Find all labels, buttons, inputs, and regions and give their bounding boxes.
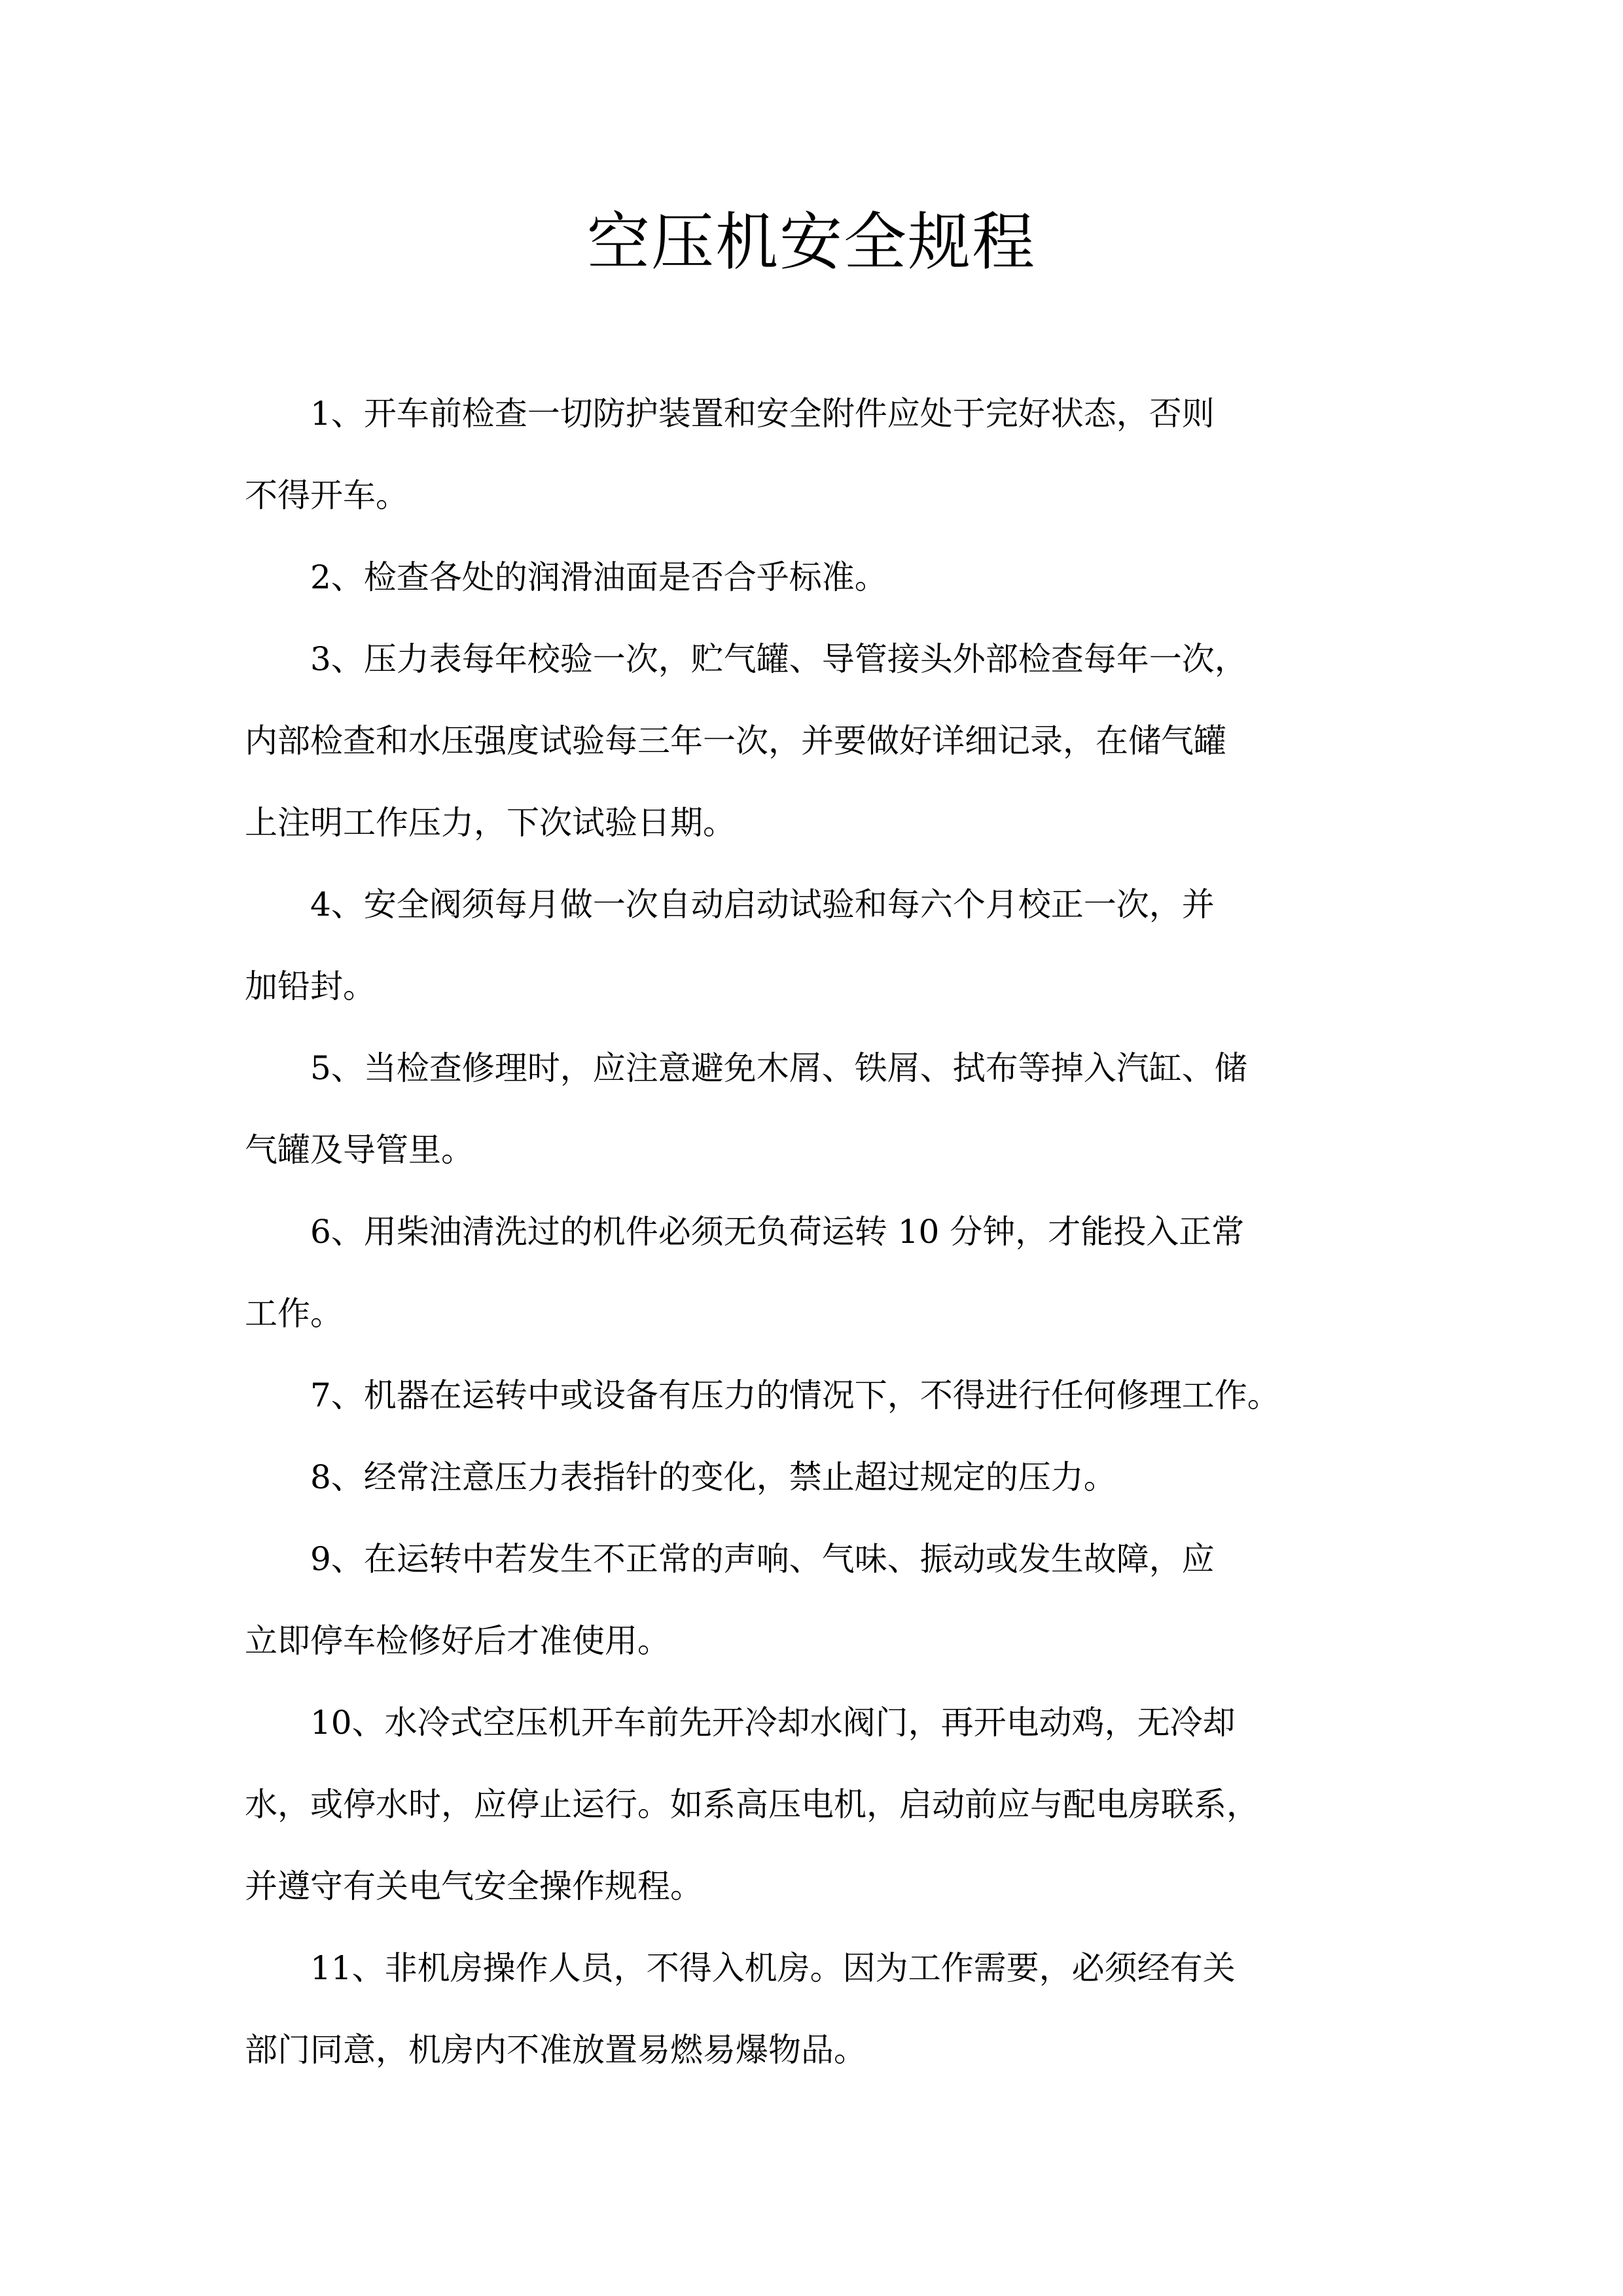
rule-item-1 <box>245 373 1475 537</box>
rule-line: 5、当检查修理时，应注意避免木屑、铁屑、拭布等掉入汽缸、储 <box>310 1049 1247 1087</box>
rule-line: 不得开车。 <box>245 476 408 514</box>
rule-line: 2、检查各处的润滑油面是否合乎标准。 <box>310 558 887 596</box>
rule-line: 10、水冷式空压机开车前先开冷却水阀门，再开电动鸡，无冷却 <box>310 1704 1236 1742</box>
rule-item-5 <box>245 1028 1475 1191</box>
rule-line: 加铅封。 <box>245 967 376 1005</box>
rule-line: 部门同意，机房内不准放置易燃易爆物品。 <box>245 2031 866 2069</box>
rule-item-2 <box>245 537 1475 619</box>
rule-item-4 <box>245 864 1475 1028</box>
document-title: 空压机安全规程 <box>587 206 1036 279</box>
rule-item-7 <box>245 1355 1475 1437</box>
rule-line: 内部检查和水压强度试验每三年一次，并要做好详细记录，在储气罐 <box>245 722 1226 760</box>
rule-line: 8、经常注意压力表指针的变化，禁止超过规定的压力。 <box>310 1458 1116 1496</box>
rule-item-3 <box>245 619 1475 864</box>
rule-line: 气罐及导管里。 <box>245 1131 474 1169</box>
rule-item-6 <box>245 1191 1475 1355</box>
rule-item-8 <box>245 1437 1475 1518</box>
rule-line: 4、安全阀须每月做一次自动启动试验和每六个月校正一次，并 <box>310 886 1215 924</box>
rule-line: 工作。 <box>245 1295 343 1333</box>
rule-item-10 <box>245 1682 1475 1928</box>
rule-item-11 <box>245 1928 1475 2091</box>
rule-line: 并遵守有关电气安全操作规程。 <box>245 1867 703 1905</box>
rule-item-9 <box>245 1518 1475 1682</box>
rule-line: 3、压力表每年校验一次，贮气罐、导管接头外部检查每年一次， <box>310 640 1247 678</box>
rule-line: 9、在运转中若发生不正常的声响、气味、振动或发生故障，应 <box>310 1540 1215 1578</box>
rule-line: 6、用柴油清洗过的机件必须无负荷运转 10 分钟，才能投入正常 <box>310 1213 1245 1251</box>
document-body <box>245 373 1475 2091</box>
rule-line: 11、非机房操作人员，不得入机房。因为工作需要，必须经有关 <box>310 1949 1236 1987</box>
rule-line: 7、机器在运转中或设备有压力的情况下，不得进行任何修理工作。 <box>310 1376 1280 1414</box>
rule-line: 水，或停水时，应停止运行。如系高压电机，启动前应与配电房联系， <box>245 1785 1259 1823</box>
rule-line: 立即停车检修好后才准使用。 <box>245 1622 670 1660</box>
rule-line: 1、开车前检查一切防护装置和安全附件应处于完好状态，否则 <box>310 395 1215 433</box>
rule-line: 上注明工作压力，下次试验日期。 <box>245 804 736 842</box>
